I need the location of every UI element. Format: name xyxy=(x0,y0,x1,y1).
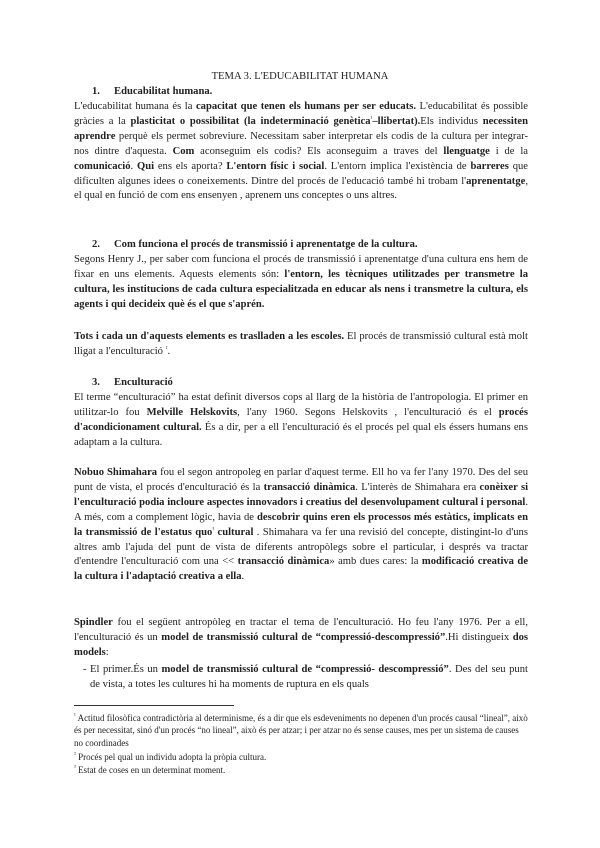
text-run: És a dir, per a ell l'enculturació és el procés pel qual els éssers humans ens adaptam a la cultura. xyxy=(74,421,528,448)
footnote-text: Actitud filosòfica contradictòria al determinisme, és a dir que els esdeveniments no depenen d'un procés causal “lineal”, això és per necessitat, sinó d'un procés “no lineal”, això és per atzar; i per atzar no és sense causes, mes per un sistema de causes no coordinades xyxy=(74,713,528,748)
text-run: . L'interès de Shimahara era xyxy=(355,481,480,493)
bold-run: llenguatge xyxy=(443,145,490,157)
text-run: . Des del seu punt de vista, a totes les cultures hi ha moments de ruptura en els quals xyxy=(90,664,528,690)
footnote-text: Procés pel qual un individu adopta la pròpia cultura. xyxy=(75,752,267,762)
section-1-heading xyxy=(92,85,532,100)
text-run: Segons Henry J., per saber com funciona el procés de transmissió i aprenentatge d'una cultura ens hem de fixar en uns elements. Aquests elements són: xyxy=(74,254,528,280)
footnote-mark: ³ xyxy=(74,765,76,771)
bold-run: comunicació xyxy=(74,160,131,172)
section-number: 2. xyxy=(92,239,100,250)
bold-run: procés d'acondicionament cultural. xyxy=(74,406,529,433)
bold-run: Melville Helskovits xyxy=(146,406,238,418)
text-run: . A més, com a complement lògic, havia de xyxy=(74,496,528,523)
section-3-paragraph-3 xyxy=(74,616,528,661)
text-run: fou el segon antropoleg en parlar d'aquest terme. Ell ho va fer l'any 1970. Des del seu punt de vista, el procés d'enculturació és la xyxy=(74,467,528,493)
bold-run: necessiten aprendre xyxy=(74,115,528,142)
text-run: perquè els permet sobreviure. Necessitam saber interpretar els codis de la cultura per integrar-nos dintre d'aquesta. xyxy=(74,130,528,157)
bold-run: Com xyxy=(172,145,195,157)
bold-run: transacció dinàmica xyxy=(263,481,356,493)
bold-run: model de transmissió cultural de “compressió- descompressió” xyxy=(161,664,449,675)
text-run: i de la xyxy=(489,145,528,157)
text-run: . xyxy=(130,160,137,172)
footnote-ref-1[interactable]: ¹ xyxy=(370,115,373,122)
text-run: que dificulten algunes idees o coneixements. Dintre del procés de l'educació també hi trobam l' xyxy=(74,160,528,187)
bold-run: L'entorn físic i social xyxy=(226,160,325,172)
footnote-mark: ¹ xyxy=(74,713,76,719)
text-run: L'educabilitat és possible gràcies a la xyxy=(74,101,528,127)
footnote-1 xyxy=(74,712,528,749)
text-run: : xyxy=(105,646,109,658)
text-run: , l'any 1960. Segons Helskovits , l'enculturació és el xyxy=(237,406,499,418)
section-3-paragraph-1 xyxy=(74,391,528,451)
text-run: L'educabilitat humana és la xyxy=(74,101,196,112)
text-run: fou el següent antropòleg en tractar el tema de l'enculturació. Ho feu l'any 1976. Per a ell, l'enculturació és un xyxy=(74,617,528,643)
text-run: . xyxy=(241,571,245,583)
bold-run: descobrir quins eren els processos més estàtics, implicats en la transmissió de l'estatus quo xyxy=(74,511,528,538)
section-2-paragraph-2 xyxy=(74,330,528,360)
section-1-paragraph xyxy=(74,100,528,204)
bold-run: Spindler xyxy=(74,617,113,628)
bold-run: dos models xyxy=(74,631,528,658)
bold-run: capacitat que tenen els humans per ser educats. xyxy=(195,101,417,112)
bold-run: cultural xyxy=(214,526,254,538)
bold-run: model de transmissió cultural de “compressió-descompressió” xyxy=(161,631,446,643)
footnote-ref-3[interactable]: ³ xyxy=(212,526,215,533)
footnote-text: Estat de coses en un determinat moment. xyxy=(75,765,226,775)
bold-run: modificació creativa de la cultura i l'adaptació creativa a ella xyxy=(74,556,529,583)
section-2-paragraph-1 xyxy=(74,253,528,313)
list-bullet: - xyxy=(83,664,87,675)
section-title: Com funciona el procés de transmissió i aprenentatge de la cultura. xyxy=(114,239,418,250)
text-run: aconseguim els codis? Els aconseguim a traves del xyxy=(194,145,444,157)
section-title: Educabilitat humana. xyxy=(114,86,213,97)
list-item xyxy=(83,663,528,693)
bold-run: transacció dinàmica xyxy=(237,556,330,568)
text-run: .Hi distingueix xyxy=(445,631,513,643)
section-3-heading xyxy=(92,376,532,391)
section-title: Enculturació xyxy=(114,377,173,388)
text-run: El procés de transmissió cultural està molt lligat a l'enculturació xyxy=(74,331,528,357)
section-2-heading xyxy=(92,238,532,253)
text-run: . xyxy=(167,345,171,357)
footnote-mark: ² xyxy=(74,752,76,758)
section-3-paragraph-2 xyxy=(74,466,528,585)
bold-run: –llibertat). xyxy=(372,115,421,127)
bold-run: Qui xyxy=(136,160,155,172)
bold-run: plasticitat o possibilitat (la indeterminació genètica xyxy=(130,115,371,127)
bold-run: conèixer si l'enculturació podia incloure aspectes innovadors i creatius del desenvolupament cultural i personal xyxy=(74,481,529,508)
text-run: ens els aporta? xyxy=(154,160,227,172)
footnote-separator xyxy=(74,705,234,706)
text-run: » amb dues cares: la xyxy=(329,556,422,568)
bold-run: l'entorn, les tècniques utilitzades per transmetre la cultura, les institucions de cada cultura especialitzada en educar als nens i transmetre la cultura, els agents i qui decideix què és el que s'aprén. xyxy=(74,268,528,310)
bold-run: Tots i cada un d'aquests elements es traslladen a les escoles. xyxy=(74,331,345,342)
footnote-3 xyxy=(74,764,528,776)
text-run: . Shimahara va fer una revisió del concepte, distingint-lo d'uns altres amb l'ajuda del punt de vista de diferents antropòlegs sobre el particular, i després va tractar d'entendre l'enculturació com una << xyxy=(74,526,528,568)
text-run: El terme “enculturació” ha estat definit diversos cops al llarg de la història de l'antropologia. El primer en utilitzar-lo fou xyxy=(74,392,528,418)
footnote-ref-2[interactable]: ² xyxy=(165,345,168,352)
text-run: El primer.És un xyxy=(90,664,162,675)
section-number: 3. xyxy=(92,377,100,388)
section-number: 1. xyxy=(92,86,100,97)
bold-run: barreres xyxy=(470,160,509,172)
page-title: TEMA 3. L'EDUCABILITAT HUMANA xyxy=(211,71,389,82)
footnote-2 xyxy=(74,751,528,763)
bold-run: aprenentatge xyxy=(466,175,526,187)
text-run: . L'entorn implica l'existència de xyxy=(324,160,471,172)
text-run: Els individus xyxy=(420,115,483,127)
bold-run: Nobuo Shimahara xyxy=(74,467,158,478)
text-run: , el qual en funció de com ens ensenyen , aprenem uns conceptes o uns altres. xyxy=(74,175,528,202)
